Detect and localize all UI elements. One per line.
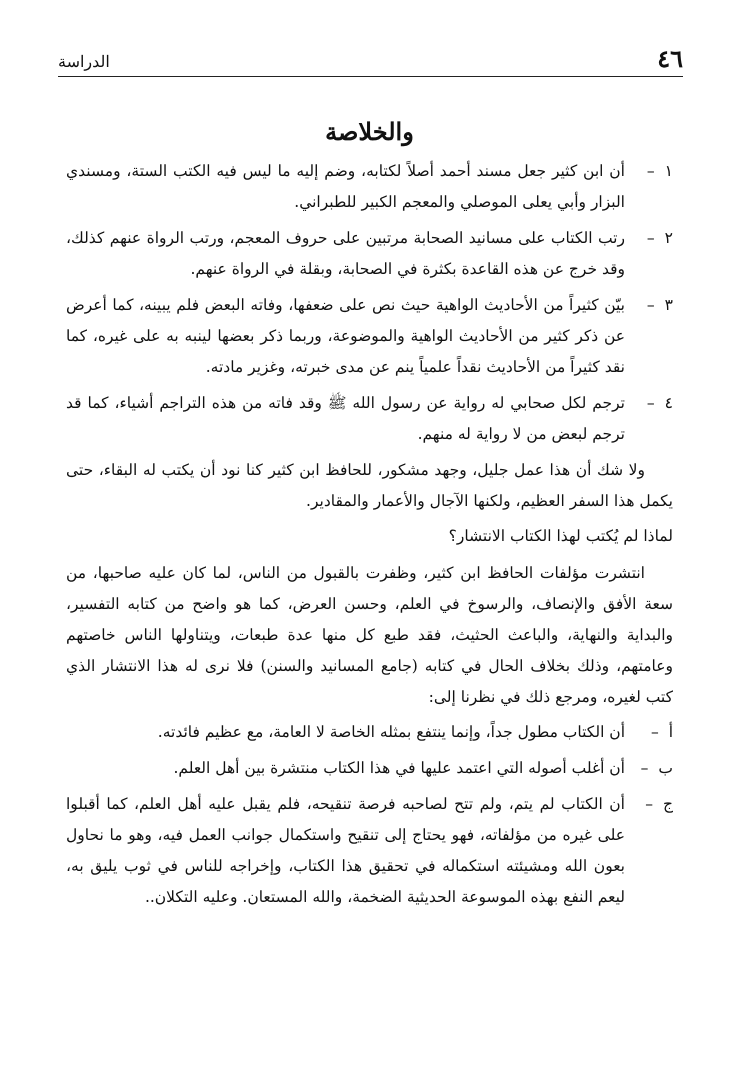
- summary-point: [66, 290, 673, 383]
- question-heading: لماذا لم يُكتب لهذا الكتاب الانتشار؟: [448, 527, 673, 545]
- reason-letter: ب: [658, 759, 673, 777]
- reason-item: [66, 717, 673, 748]
- reason-dash: –: [650, 723, 659, 741]
- point-marker: [625, 156, 673, 218]
- point-text: ترجم لكل صحابي له رواية عن رسول الله ﷺ وقد فاته من هذه التراجم أشياء، كما قد ترجم لبعض من لا رواية له منهم.: [66, 394, 625, 443]
- page-number: ٤٦: [657, 44, 683, 73]
- question-paragraph: انتشرت مؤلفات الحافظ ابن كثير، وظفرت بالقبول من الناس، لما كان عليه صاحبها، من سعة الأفق والإنصاف، والرسوخ في العلم، وحسن العرض، كما هو واضح من كتابه التفسير، والبداية والنهاية، والباعث الحثيث، فقد طبع كل منها عدة طبعات، ويتناولها الناس خاصتهم وعامتهم، وذلك بخلاف الحال في كتابه (جامع المسانيد والسنن) فلا نرى له هذا الانتشار الذي كتب لغيره، ومرجع ذلك في نظرنا إلى:: [66, 564, 673, 706]
- reason-text: أن الكتاب لم يتم، ولم تتح لصاحبه فرصة تنقيحه، فلم يقبل عليه أهل العلم، كما أقبلوا على غيره من مؤلفاته، فهو يحتاج إلى تنقيح واستكمال جوانب العمل فيه، وهو ما نحاول بعون الله ومشيئته استكماله في تحقيق هذا الكتاب، وإخراجه للناس في ثوب يليق به، ليعم النفع بهذه الموسوعة الحديثية الضخمة، والله المستعان. وعليه التكلان..: [66, 795, 625, 906]
- summary-point: [66, 223, 673, 285]
- reason-item: [66, 753, 673, 784]
- reason-text: أن أغلب أصوله التي اعتمد عليها في هذا الكتاب منتشرة بين أهل العلم.: [173, 759, 625, 777]
- point-text: أن ابن كثير جعل مسند أحمد أصلاً لكتابه، وضم إليه ما ليس فيه الكتب الستة، ومسندي البزار وأبي يعلى الموصلي والمعجم الكبير للطبراني.: [66, 162, 625, 211]
- summary-point: [66, 156, 673, 218]
- page-body: [66, 114, 673, 918]
- point-text: بيّن كثيراً من الأحاديث الواهية حيث نص على ضعفها، وفاته البعض فلم يبينه، كما أعرض عن ذكر كثير من الأحاديث الواهية والموضوعة، وربما ذكر بعضها لينبه به على غيره، كما نقد كثيراً من الأحاديث نقداً علمياً ينم عن مدى خبرته، وغزير مادته.: [66, 296, 625, 376]
- closing-paragraph: ولا شك أن هذا عمل جليل، وجهد مشكور، للحافظ ابن كثير كنا نود أن يكتب له البقاء، حتى يكمل هذا السفر العظيم، ولكنها الآجال والأعمار والمقادير.: [66, 461, 673, 510]
- reason-item: [66, 789, 673, 913]
- section-title: والخلاصة: [325, 117, 414, 146]
- reason-letter: ج: [662, 795, 673, 813]
- reason-letter: أ: [668, 723, 673, 741]
- point-marker: [625, 290, 673, 383]
- running-title: الدراسة: [58, 52, 110, 71]
- reason-text: أن الكتاب مطول جداً، وإنما ينتفع بمثله الخاصة لا العامة، مع عظيم فائدته.: [157, 723, 625, 741]
- point-number: ٢: [664, 229, 673, 247]
- point-number: ٣: [664, 296, 673, 314]
- point-number: ١: [664, 162, 673, 180]
- point-number: ٤: [664, 394, 673, 412]
- point-text: رتب الكتاب على مسانيد الصحابة مرتبين على حروف المعجم، ورتب الرواة عنهم كذلك، وقد خرج عن هذه القاعدة بكثرة في الصحابة، وبقلة في الرواة عنهم.: [66, 229, 625, 278]
- point-dash: –: [646, 229, 655, 247]
- reason-marker: [625, 789, 673, 913]
- header-divider: [58, 76, 683, 77]
- point-dash: –: [646, 296, 655, 314]
- point-dash: –: [646, 394, 655, 412]
- point-marker: [625, 388, 673, 450]
- reason-dash: –: [640, 759, 649, 777]
- point-dash: –: [646, 162, 655, 180]
- reason-dash: –: [645, 795, 653, 813]
- summary-point: [66, 388, 673, 450]
- reason-marker: [625, 753, 673, 784]
- running-header: [58, 44, 683, 74]
- reason-marker: [625, 717, 673, 748]
- point-marker: [625, 223, 673, 285]
